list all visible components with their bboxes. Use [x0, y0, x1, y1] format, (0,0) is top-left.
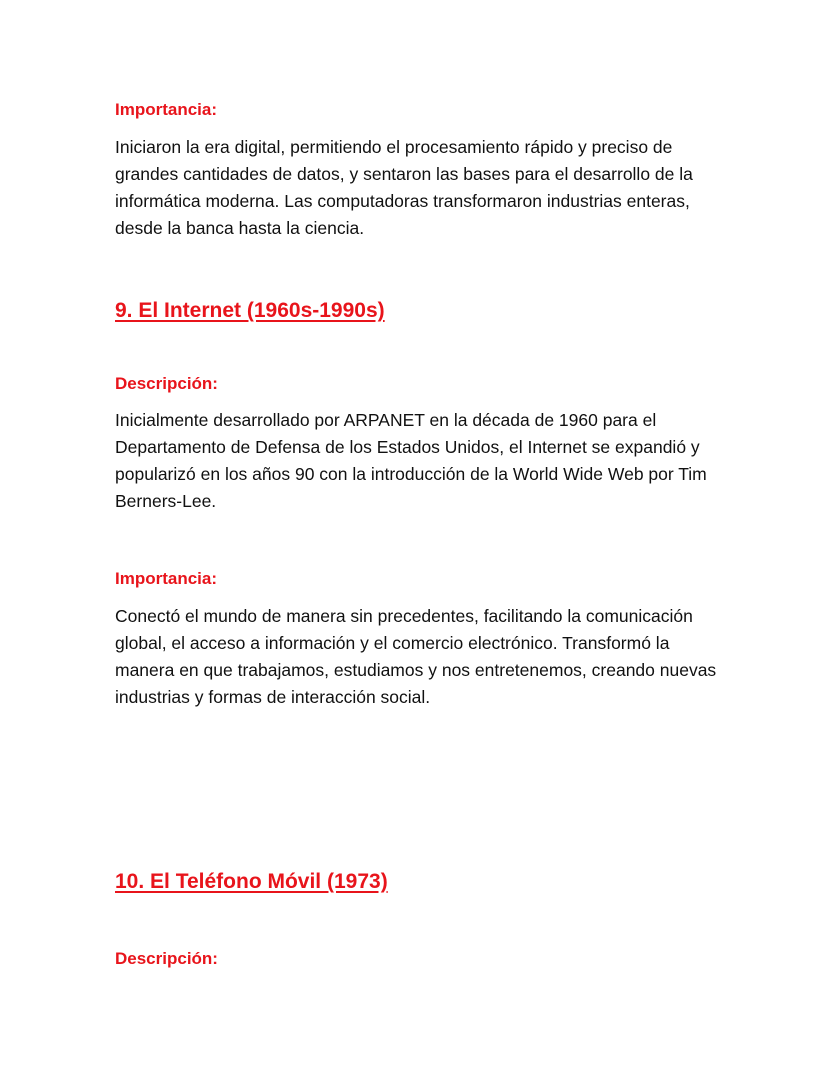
s10-heading: 10. El Teléfono Móvil (1973) [115, 870, 388, 893]
s10-heading-block [115, 868, 725, 896]
s8-importance-block [115, 99, 725, 121]
s8-importance-paragraph-block [115, 134, 725, 242]
s8-importance-text: Iniciaron la era digital, permitiendo el procesamiento rápido y preciso de grandes cantidades de datos, y sentaron las bases para el desarrollo de la informática moderna. Las computadoras transformaron industrias enteras, desde la banca hasta la ciencia. [115, 137, 693, 238]
s8-importance-label: Importancia: [115, 100, 218, 119]
s9-heading: 9. El Internet (1960s-1990s) [115, 299, 385, 322]
s9-importance-paragraph-block [115, 603, 725, 711]
s9-description-paragraph-block [115, 407, 725, 515]
s9-description-label: Descripción: [115, 374, 218, 393]
s9-description-block [115, 373, 725, 395]
s9-importance-text: Conectó el mundo de manera sin precedentes, facilitando la comunicación global, el acceso a información y el comercio electrónico. Transformó la manera en que trabajamos, estudiamos y nos entretenemos, creando nuevas industrias y formas de interacción social. [115, 606, 717, 707]
s10-description-block [115, 948, 725, 970]
s9-heading-block [115, 297, 725, 325]
s9-importance-label: Importancia: [115, 569, 218, 588]
s10-description-label: Descripción: [115, 949, 218, 968]
s9-importance-block [115, 568, 725, 590]
s9-description-text: Inicialmente desarrollado por ARPANET en la década de 1960 para el Departamento de Defensa de los Estados Unidos, el Internet se expandió y popularizó en los años 90 con la introducción de la World Wide Web por Tim Berners-Lee. [115, 410, 707, 511]
